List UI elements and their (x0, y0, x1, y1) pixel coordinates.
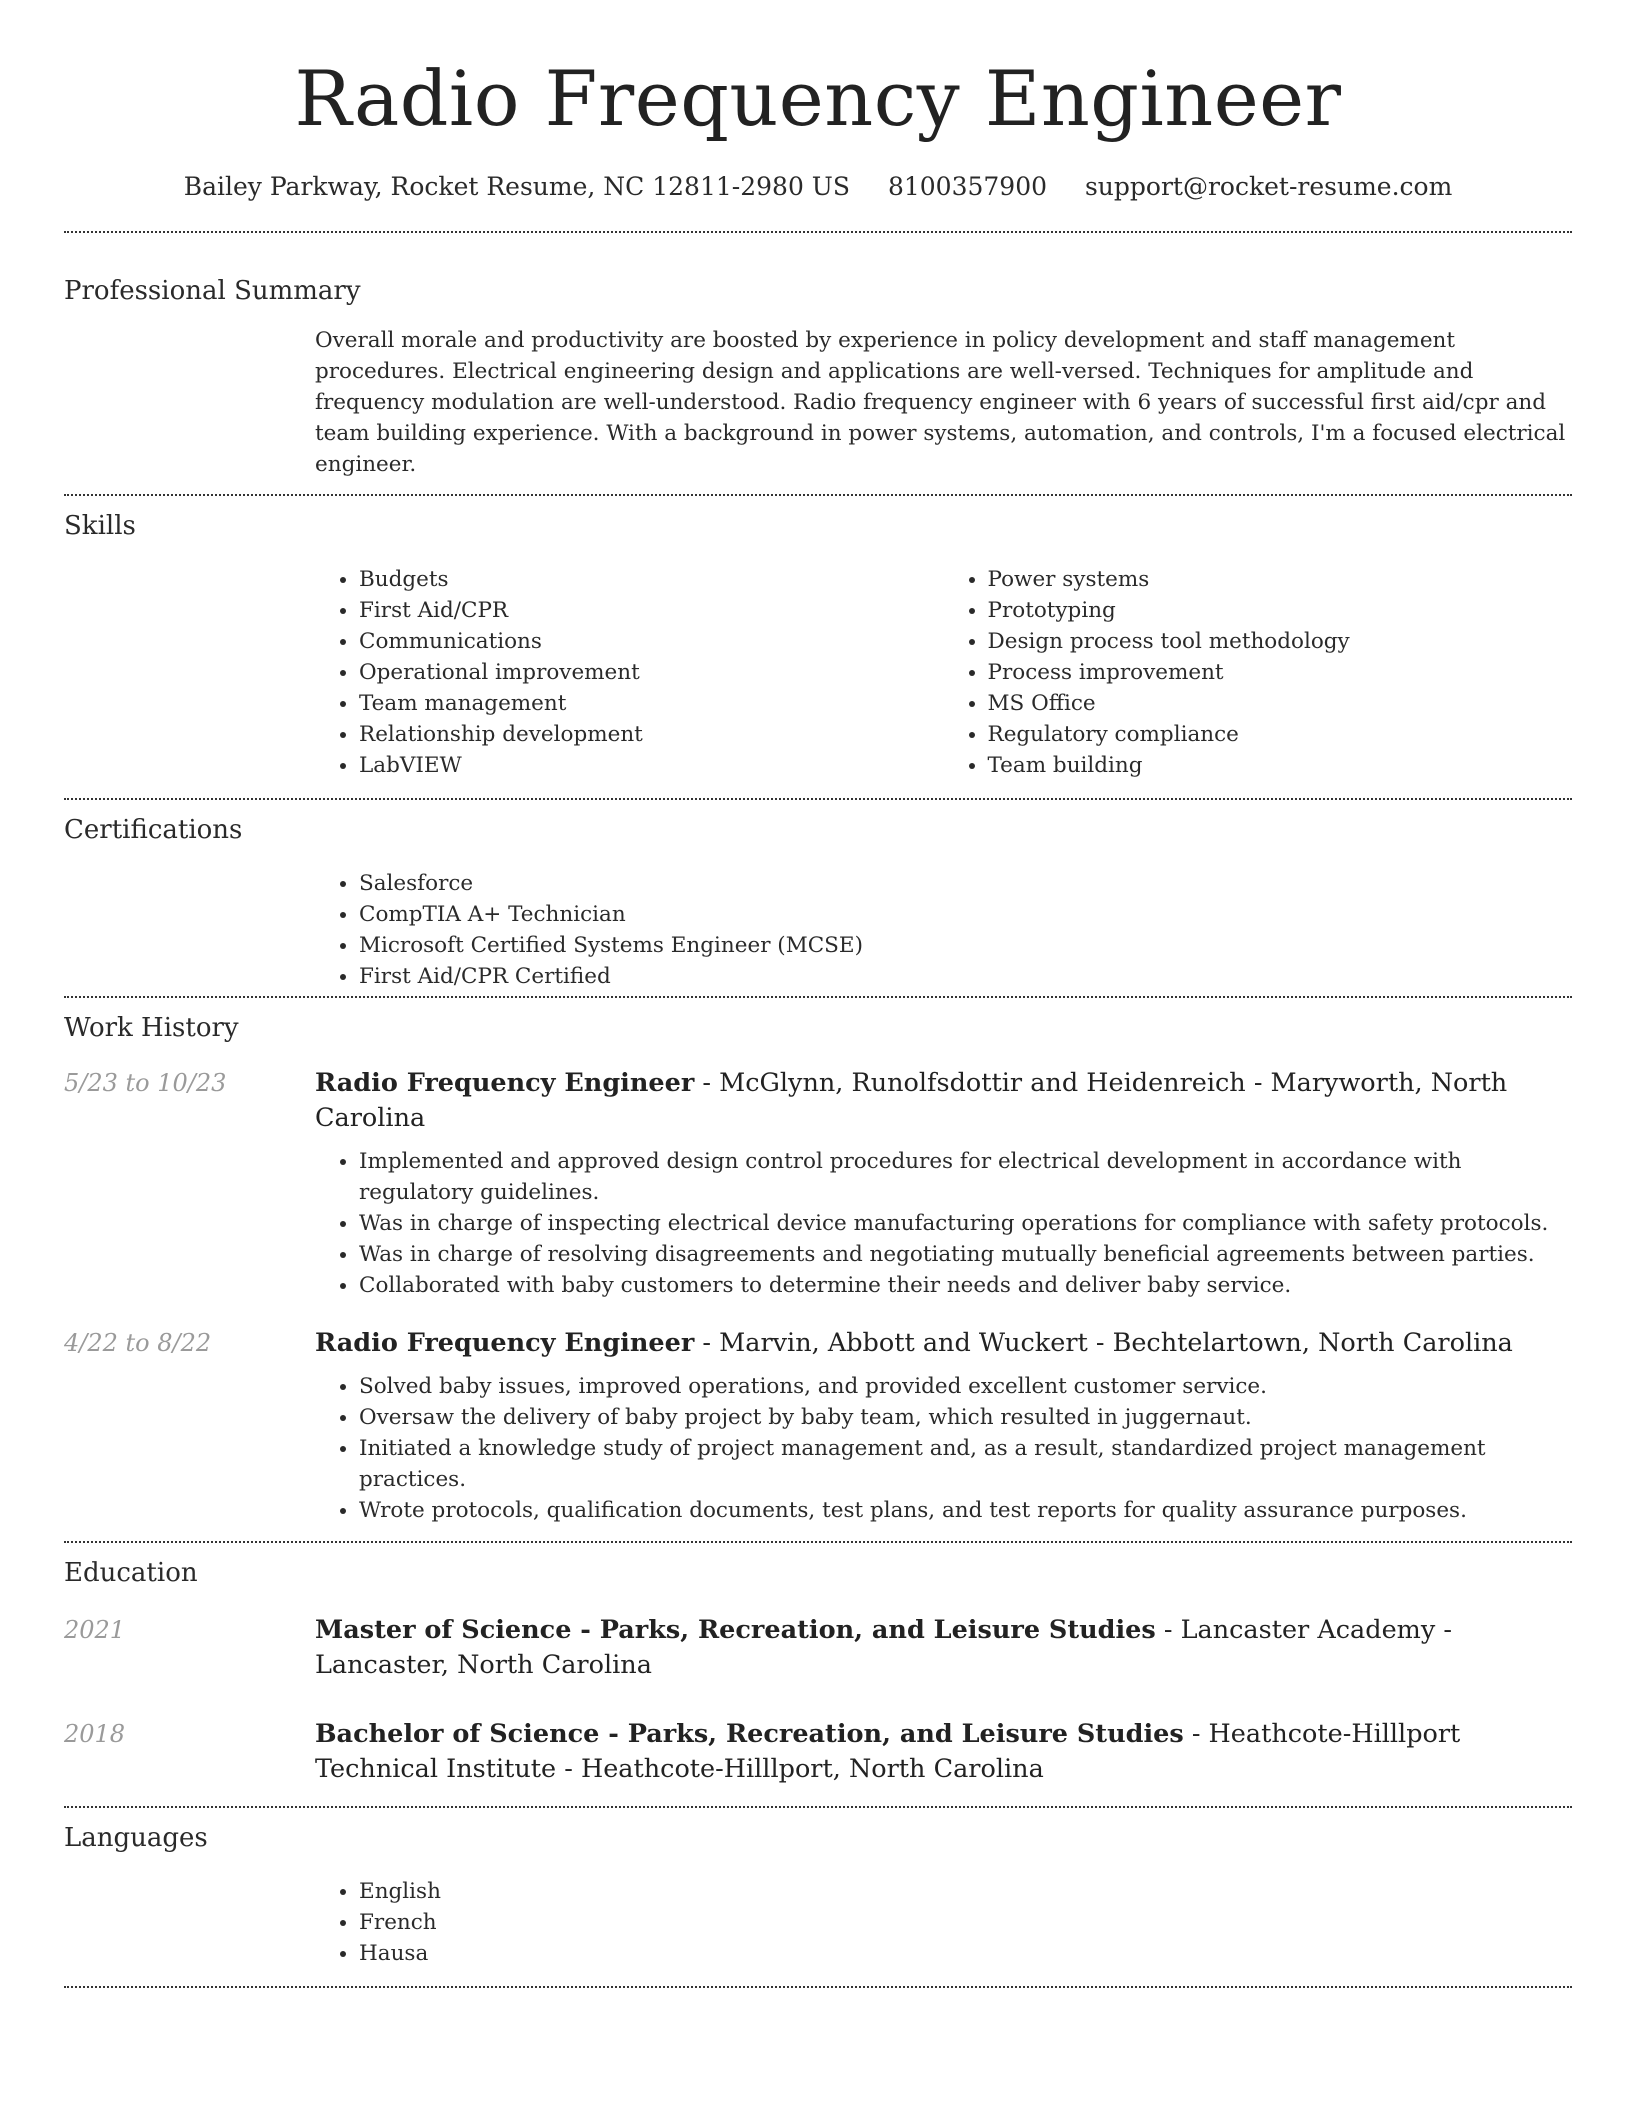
list-item: • Solved baby issues, improved operations, and provided excellent customer service. (359, 1371, 1572, 1402)
languages-list (315, 1876, 1572, 1969)
list-item: • French (359, 1907, 1572, 1938)
list-item: • Budgets (359, 564, 944, 595)
skills-columns (315, 564, 1572, 781)
job-heading (315, 1066, 1572, 1136)
list-item: • LabVIEW (359, 750, 944, 781)
list-item: • Salesforce (359, 868, 1572, 899)
list-item: • Was in charge of inspecting electrical device manufacturing operations for compliance with safety protocols. (359, 1208, 1572, 1239)
section-title-certifications: Certifications (64, 815, 243, 845)
job-employer: - McGlynn, Runolfsdottir and Heidenreich - Maryworth, North Carolina (315, 1068, 1508, 1133)
divider (64, 798, 1572, 800)
divider (64, 1806, 1572, 1808)
education-heading (315, 1613, 1572, 1683)
list-item: • Team management (359, 688, 944, 719)
education-entry (64, 1717, 1572, 1787)
list-item: • Wrote protocols, qualification documents, test plans, and test reports for quality assurance purposes. (359, 1495, 1572, 1526)
job-date: 4/22 to 8/22 (64, 1329, 212, 1357)
list-item: • Was in charge of resolving disagreements and negotiating mutually beneficial agreements between parties. (359, 1239, 1572, 1270)
job-bullets (315, 1146, 1572, 1301)
list-item: • Oversaw the delivery of baby project by baby team, which resulted in juggernaut. (359, 1402, 1572, 1433)
list-item: • First Aid/CPR (359, 595, 944, 626)
section-title-languages: Languages (64, 1823, 208, 1853)
education-school: - Lancaster Academy - Lancaster, North Carolina (315, 1615, 1452, 1680)
section-title-summary: Professional Summary (64, 276, 361, 306)
list-item: • Team building (988, 750, 1573, 781)
contact-email: support@rocket-resume.com (1084, 172, 1453, 201)
list-item: • First Aid/CPR Certified (359, 961, 1572, 992)
list-item: • Operational improvement (359, 657, 944, 688)
section-title-work: Work History (64, 1013, 239, 1043)
skills-list-left (315, 564, 944, 781)
divider (64, 1986, 1572, 1988)
list-item: • Relationship development (359, 719, 944, 750)
list-item: • MS Office (988, 688, 1573, 719)
job-entry (64, 1066, 1572, 1301)
list-item: • Power systems (988, 564, 1573, 595)
education-degree: Bachelor of Science - Parks, Recreation, and Leisure Studies (315, 1719, 1184, 1749)
contact-phone: 8100357900 (887, 172, 1048, 201)
education-school: - Heathcote-Hilllport Technical Institute - Heathcote-Hilllport, North Carolina (315, 1719, 1461, 1784)
education-heading (315, 1717, 1572, 1787)
list-item: • Implemented and approved design control procedures for electrical development in accordance with regulatory guidelines. (359, 1146, 1572, 1208)
list-item: • Process improvement (988, 657, 1573, 688)
job-entry (64, 1326, 1572, 1526)
job-role: Radio Frequency Engineer (315, 1068, 695, 1098)
education-date: 2018 (64, 1720, 126, 1748)
divider (64, 996, 1572, 998)
list-item: • Regulatory compliance (988, 719, 1573, 750)
list-item: • English (359, 1876, 1572, 1907)
list-item: • Prototyping (988, 595, 1573, 626)
list-item: • CompTIA A+ Technician (359, 899, 1572, 930)
job-employer: - Marvin, Abbott and Wuckert - Bechtelartown, North Carolina (694, 1328, 1513, 1358)
resume-page (64, 0, 1572, 1988)
divider (64, 494, 1572, 496)
summary-text: Overall morale and productivity are boosted by experience in policy development and staff management procedures. Electrical engineering design and applications are well-versed. Techniques for amplitude and frequency modulation are well-understood. Radio frequency engineer with 6 years of successful first aid/cpr and team building experience. With a background in power systems, automation, and controls, I'm a focused electrical engineer. (315, 328, 1566, 477)
list-item: • Hausa (359, 1938, 1572, 1969)
list-item: • Initiated a knowledge study of project management and, as a result, standardized project management practices. (359, 1433, 1572, 1495)
resume-title: Radio Frequency Engineer (294, 54, 1342, 143)
certifications-list (315, 868, 1572, 992)
divider (64, 1541, 1572, 1543)
section-title-education: Education (64, 1558, 198, 1588)
job-date: 5/23 to 10/23 (64, 1069, 227, 1097)
job-role: Radio Frequency Engineer (315, 1328, 695, 1358)
list-item: • Design process tool methodology (988, 626, 1573, 657)
list-item: • Collaborated with baby customers to determine their needs and deliver baby service. (359, 1270, 1572, 1301)
education-degree: Master of Science - Parks, Recreation, and Leisure Studies (315, 1615, 1156, 1645)
contact-line (64, 170, 1572, 204)
list-item: • Communications (359, 626, 944, 657)
list-item: • Microsoft Certified Systems Engineer (MCSE) (359, 930, 1572, 961)
contact-address: Bailey Parkway, Rocket Resume, NC 12811-2980 US (183, 172, 850, 201)
job-heading (315, 1326, 1572, 1361)
education-date: 2021 (64, 1616, 126, 1644)
skills-list-right (944, 564, 1573, 781)
job-bullets (315, 1371, 1572, 1526)
education-entry (64, 1613, 1572, 1683)
divider (64, 231, 1572, 233)
section-title-skills: Skills (64, 511, 136, 541)
